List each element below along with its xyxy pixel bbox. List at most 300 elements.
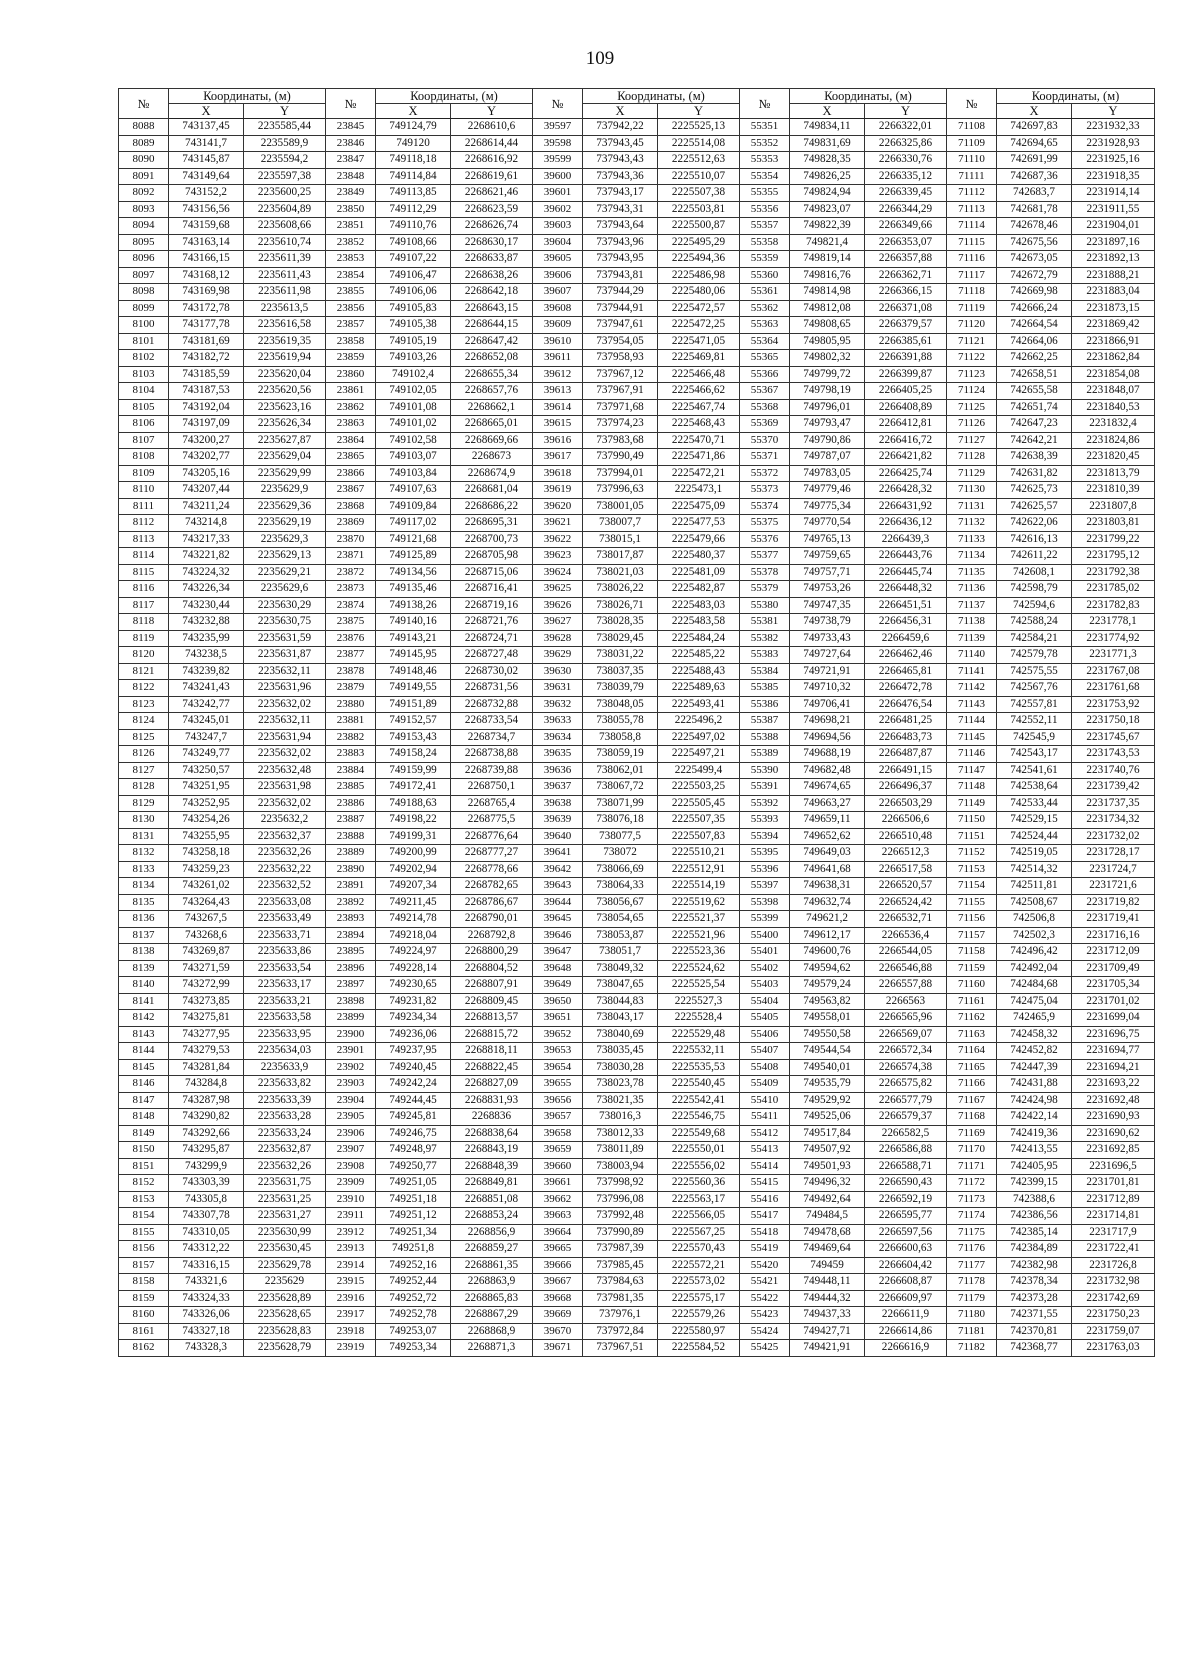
- point-number-cell: 8144: [119, 1043, 169, 1060]
- coordinates-column-header: Координаты, (м): [376, 89, 533, 104]
- y-coordinate-cell: 2225525,13: [658, 119, 740, 136]
- point-number-cell: 8145: [119, 1059, 169, 1076]
- y-coordinate-cell: 2225575,17: [658, 1290, 740, 1307]
- y-coordinate-cell: 2225521,96: [658, 927, 740, 944]
- x-coordinate-cell: 742541,61: [997, 762, 1072, 779]
- y-coordinate-cell: 2268623,59: [451, 201, 533, 218]
- x-coordinate-cell: 749544,54: [790, 1043, 865, 1060]
- point-number-cell: 23901: [326, 1043, 376, 1060]
- y-coordinate-cell: 2235633,39: [244, 1092, 326, 1109]
- point-number-cell: 39610: [533, 333, 583, 350]
- y-coordinate-cell: 2268705,98: [451, 548, 533, 565]
- x-coordinate-cell: 749706,41: [790, 696, 865, 713]
- table-row: [119, 977, 1155, 994]
- point-number-cell: 39643: [533, 878, 583, 895]
- y-coordinate-cell: 2266462,46: [865, 647, 947, 664]
- point-number-cell: 23852: [326, 234, 376, 251]
- y-coordinate-cell: 2225471,05: [658, 333, 740, 350]
- y-coordinate-cell: 2266353,07: [865, 234, 947, 251]
- y-coordinate-cell: 2225503,25: [658, 779, 740, 796]
- x-coordinate-cell: 749211,45: [376, 894, 451, 911]
- point-number-cell: 39603: [533, 218, 583, 235]
- y-coordinate-cell: 2231750,18: [1072, 713, 1155, 730]
- y-coordinate-cell: 2231719,82: [1072, 894, 1155, 911]
- point-number-cell: 39635: [533, 746, 583, 763]
- point-number-cell: 8139: [119, 960, 169, 977]
- table-row: [119, 350, 1155, 367]
- x-coordinate-cell: 738021,03: [583, 564, 658, 581]
- x-coordinate-cell: 743214,8: [169, 515, 244, 532]
- y-coordinate-cell: 2231705,34: [1072, 977, 1155, 994]
- x-coordinate-cell: 742422,14: [997, 1109, 1072, 1126]
- y-coordinate-cell: 2268655,34: [451, 366, 533, 383]
- x-coordinate-cell: 742386,56: [997, 1208, 1072, 1225]
- y-coordinate-cell: 2235629,3: [244, 531, 326, 548]
- y-coordinate-cell: 2268750,1: [451, 779, 533, 796]
- point-number-cell: 55366: [740, 366, 790, 383]
- point-number-cell: 55387: [740, 713, 790, 730]
- point-number-cell: 23859: [326, 350, 376, 367]
- y-coordinate-cell: 2231810,39: [1072, 482, 1155, 499]
- x-coordinate-cell: 742642,21: [997, 432, 1072, 449]
- x-coordinate-cell: 738055,78: [583, 713, 658, 730]
- point-number-cell: 71162: [947, 1010, 997, 1027]
- point-number-cell: 39656: [533, 1092, 583, 1109]
- point-number-cell: 55381: [740, 614, 790, 631]
- number-column-header: №: [326, 89, 376, 119]
- table-row: [119, 251, 1155, 268]
- point-number-cell: 39662: [533, 1191, 583, 1208]
- y-coordinate-cell: 2231869,42: [1072, 317, 1155, 334]
- x-coordinate-cell: 743156,56: [169, 201, 244, 218]
- x-coordinate-cell: 749721,91: [790, 663, 865, 680]
- x-coordinate-cell: 742475,04: [997, 993, 1072, 1010]
- point-number-cell: 55368: [740, 399, 790, 416]
- y-coordinate-cell: 2266443,76: [865, 548, 947, 565]
- y-coordinate-cell: 2266575,82: [865, 1076, 947, 1093]
- point-number-cell: 55421: [740, 1274, 790, 1291]
- table-row: [119, 1092, 1155, 1109]
- point-number-cell: 8160: [119, 1307, 169, 1324]
- point-number-cell: 8134: [119, 878, 169, 895]
- point-number-cell: 39609: [533, 317, 583, 334]
- y-coordinate-cell: 2268642,18: [451, 284, 533, 301]
- y-coordinate-cell: 2268715,06: [451, 564, 533, 581]
- point-number-cell: 71130: [947, 482, 997, 499]
- point-number-cell: 71145: [947, 729, 997, 746]
- y-coordinate-cell: 2266512,3: [865, 845, 947, 862]
- y-coordinate-cell: 2231862,84: [1072, 350, 1155, 367]
- x-coordinate-cell: 742552,11: [997, 713, 1072, 730]
- y-coordinate-cell: 2231724,7: [1072, 861, 1155, 878]
- y-coordinate-cell: 2266577,79: [865, 1092, 947, 1109]
- x-coordinate-cell: 742608,1: [997, 564, 1072, 581]
- x-coordinate-cell: 737943,64: [583, 218, 658, 235]
- x-coordinate-cell: 749738,79: [790, 614, 865, 631]
- y-coordinate-cell: 2235632,11: [244, 713, 326, 730]
- x-coordinate-cell: 749822,39: [790, 218, 865, 235]
- point-number-cell: 71152: [947, 845, 997, 862]
- x-coordinate-cell: 738026,22: [583, 581, 658, 598]
- x-coordinate-cell: 743224,32: [169, 564, 244, 581]
- y-coordinate-cell: 2266385,61: [865, 333, 947, 350]
- x-coordinate-cell: 743221,82: [169, 548, 244, 565]
- y-coordinate-cell: 2225579,26: [658, 1307, 740, 1324]
- y-coordinate-cell: 2225507,35: [658, 812, 740, 829]
- coordinates-column-header: Координаты, (м): [169, 89, 326, 104]
- point-number-cell: 39618: [533, 465, 583, 482]
- y-coordinate-cell: 2268724,71: [451, 630, 533, 647]
- x-coordinate-cell: 749253,34: [376, 1340, 451, 1357]
- y-coordinate-cell: 2268848,39: [451, 1158, 533, 1175]
- table-row: [119, 1241, 1155, 1258]
- x-coordinate-cell: 749252,72: [376, 1290, 451, 1307]
- y-coordinate-cell: 2231699,04: [1072, 1010, 1155, 1027]
- point-number-cell: 23883: [326, 746, 376, 763]
- x-coordinate-cell: 738066,69: [583, 861, 658, 878]
- y-coordinate-cell: 2225480,06: [658, 284, 740, 301]
- y-coordinate-cell: 2235632,11: [244, 663, 326, 680]
- x-coordinate-cell: 749814,98: [790, 284, 865, 301]
- y-coordinate-cell: 2268815,72: [451, 1026, 533, 1043]
- point-number-cell: 23898: [326, 993, 376, 1010]
- point-number-cell: 8109: [119, 465, 169, 482]
- x-coordinate-cell: 737947,61: [583, 317, 658, 334]
- point-number-cell: 8132: [119, 845, 169, 862]
- y-coordinate-cell: 2268853,24: [451, 1208, 533, 1225]
- y-coordinate-cell: 2225584,52: [658, 1340, 740, 1357]
- y-coordinate-cell: 2266366,15: [865, 284, 947, 301]
- point-number-cell: 55383: [740, 647, 790, 664]
- y-coordinate-cell: 2266362,71: [865, 267, 947, 284]
- x-coordinate-cell: 749237,95: [376, 1043, 451, 1060]
- point-number-cell: 71140: [947, 647, 997, 664]
- point-number-cell: 71170: [947, 1142, 997, 1159]
- y-coordinate-cell: 2235632,26: [244, 1158, 326, 1175]
- point-number-cell: 71115: [947, 234, 997, 251]
- x-coordinate-cell: 742669,98: [997, 284, 1072, 301]
- table-row: [119, 960, 1155, 977]
- table-row: [119, 218, 1155, 235]
- y-coordinate-cell: 2266472,78: [865, 680, 947, 697]
- point-number-cell: 39601: [533, 185, 583, 202]
- point-number-cell: 23890: [326, 861, 376, 878]
- y-coordinate-cell: 2268865,83: [451, 1290, 533, 1307]
- point-number-cell: 39630: [533, 663, 583, 680]
- y-coordinate-cell: 2268836: [451, 1109, 533, 1126]
- point-number-cell: 8133: [119, 861, 169, 878]
- y-coordinate-cell: 2268614,44: [451, 135, 533, 152]
- y-coordinate-cell: 2268695,31: [451, 515, 533, 532]
- x-coordinate-cell: 749145,95: [376, 647, 451, 664]
- x-coordinate-cell: 742681,78: [997, 201, 1072, 218]
- x-coordinate-cell: 743327,18: [169, 1323, 244, 1340]
- point-number-cell: 55382: [740, 630, 790, 647]
- point-number-cell: 71113: [947, 201, 997, 218]
- x-coordinate-cell: 738016,3: [583, 1109, 658, 1126]
- x-coordinate-cell: 743149,64: [169, 168, 244, 185]
- x-coordinate-cell: 749594,62: [790, 960, 865, 977]
- y-coordinate-cell: 2268861,35: [451, 1257, 533, 1274]
- coordinates-column-header: Координаты, (м): [583, 89, 740, 104]
- x-coordinate-cell: 749113,85: [376, 185, 451, 202]
- x-coordinate-cell: 742662,25: [997, 350, 1072, 367]
- point-number-cell: 71159: [947, 960, 997, 977]
- point-number-cell: 23882: [326, 729, 376, 746]
- point-number-cell: 55365: [740, 350, 790, 367]
- y-coordinate-cell: 2266339,45: [865, 185, 947, 202]
- y-coordinate-cell: 2235633,28: [244, 1109, 326, 1126]
- x-coordinate-cell: 738076,18: [583, 812, 658, 829]
- x-coordinate-cell: 749478,68: [790, 1224, 865, 1241]
- x-coordinate-cell: 742378,34: [997, 1274, 1072, 1291]
- x-coordinate-cell: 749484,5: [790, 1208, 865, 1225]
- y-coordinate-cell: 2225573,02: [658, 1274, 740, 1291]
- point-number-cell: 8162: [119, 1340, 169, 1357]
- y-coordinate-cell: 2225477,53: [658, 515, 740, 532]
- x-coordinate-cell: 742492,04: [997, 960, 1072, 977]
- x-coordinate-cell: 737943,43: [583, 152, 658, 169]
- y-coordinate-cell: 2225524,62: [658, 960, 740, 977]
- point-number-cell: 23879: [326, 680, 376, 697]
- x-coordinate-cell: 743239,82: [169, 663, 244, 680]
- y-coordinate-cell: 2268732,88: [451, 696, 533, 713]
- y-coordinate-cell: 2231719,41: [1072, 911, 1155, 928]
- point-number-cell: 8101: [119, 333, 169, 350]
- y-coordinate-cell: 2235629,9: [244, 482, 326, 499]
- y-coordinate-cell: 2235632,26: [244, 845, 326, 862]
- x-coordinate-cell: 749149,55: [376, 680, 451, 697]
- point-number-cell: 23912: [326, 1224, 376, 1241]
- y-coordinate-cell: 2266565,96: [865, 1010, 947, 1027]
- y-coordinate-cell: 2268730,02: [451, 663, 533, 680]
- point-number-cell: 55403: [740, 977, 790, 994]
- x-coordinate-cell: 749143,21: [376, 630, 451, 647]
- point-number-cell: 71112: [947, 185, 997, 202]
- y-coordinate-cell: 2231743,53: [1072, 746, 1155, 763]
- table-row: [119, 614, 1155, 631]
- x-coordinate-cell: 737992,48: [583, 1208, 658, 1225]
- point-number-cell: 8100: [119, 317, 169, 334]
- y-coordinate-cell: 2266517,58: [865, 861, 947, 878]
- x-coordinate-cell: 743284,8: [169, 1076, 244, 1093]
- y-coordinate-cell: 2266459,6: [865, 630, 947, 647]
- x-coordinate-cell: 742625,57: [997, 498, 1072, 515]
- x-coordinate-cell: 738007,7: [583, 515, 658, 532]
- point-number-cell: 71121: [947, 333, 997, 350]
- point-number-cell: 23886: [326, 795, 376, 812]
- point-number-cell: 23872: [326, 564, 376, 581]
- y-coordinate-cell: 2225542,41: [658, 1092, 740, 1109]
- coordinates-column-header: Координаты, (м): [997, 89, 1155, 104]
- point-number-cell: 55361: [740, 284, 790, 301]
- y-coordinate-cell: 2225484,24: [658, 630, 740, 647]
- x-coordinate-cell: 743259,23: [169, 861, 244, 878]
- y-coordinate-cell: 2268731,56: [451, 680, 533, 697]
- y-coordinate-cell: 2235633,54: [244, 960, 326, 977]
- point-number-cell: 71129: [947, 465, 997, 482]
- x-coordinate-cell: 737971,68: [583, 399, 658, 416]
- point-number-cell: 55419: [740, 1241, 790, 1258]
- y-coordinate-cell: 2225472,21: [658, 465, 740, 482]
- table-row: [119, 993, 1155, 1010]
- x-coordinate-cell: 737976,1: [583, 1307, 658, 1324]
- x-coordinate-cell: 742511,81: [997, 878, 1072, 895]
- point-number-cell: 23911: [326, 1208, 376, 1225]
- point-number-cell: 55412: [740, 1125, 790, 1142]
- x-coordinate-cell: 749492,64: [790, 1191, 865, 1208]
- y-coordinate-cell: 2231694,21: [1072, 1059, 1155, 1076]
- table-row: [119, 779, 1155, 796]
- point-number-cell: 8088: [119, 119, 169, 136]
- point-number-cell: 8110: [119, 482, 169, 499]
- y-coordinate-cell: 2268633,87: [451, 251, 533, 268]
- point-number-cell: 55379: [740, 581, 790, 598]
- x-coordinate-cell: 743321,6: [169, 1274, 244, 1291]
- x-coordinate-cell: 742484,68: [997, 977, 1072, 994]
- point-number-cell: 8092: [119, 185, 169, 202]
- point-number-cell: 23857: [326, 317, 376, 334]
- y-coordinate-cell: 2225493,41: [658, 696, 740, 713]
- point-number-cell: 23875: [326, 614, 376, 631]
- point-number-cell: 39634: [533, 729, 583, 746]
- point-number-cell: 71163: [947, 1026, 997, 1043]
- y-coordinate-cell: 2235632,87: [244, 1142, 326, 1159]
- point-number-cell: 8152: [119, 1175, 169, 1192]
- point-number-cell: 55425: [740, 1340, 790, 1357]
- y-coordinate-cell: 2268619,61: [451, 168, 533, 185]
- y-coordinate-cell: 2231742,69: [1072, 1290, 1155, 1307]
- y-coordinate-cell: 2225466,62: [658, 383, 740, 400]
- point-number-cell: 23907: [326, 1142, 376, 1159]
- point-number-cell: 8155: [119, 1224, 169, 1241]
- x-coordinate-cell: 749202,94: [376, 861, 451, 878]
- point-number-cell: 71179: [947, 1290, 997, 1307]
- point-number-cell: 39648: [533, 960, 583, 977]
- y-coordinate-cell: 2235613,5: [244, 300, 326, 317]
- y-coordinate-cell: 2268776,64: [451, 828, 533, 845]
- y-coordinate-cell: 2266448,32: [865, 581, 947, 598]
- x-coordinate-cell: 749469,64: [790, 1241, 865, 1258]
- x-coordinate-cell: 749747,35: [790, 597, 865, 614]
- y-coordinate-cell: 2268738,88: [451, 746, 533, 763]
- x-coordinate-cell: 743235,99: [169, 630, 244, 647]
- x-coordinate-cell: 738017,87: [583, 548, 658, 565]
- x-coordinate-cell: 749459: [790, 1257, 865, 1274]
- table-row: [119, 168, 1155, 185]
- y-coordinate-cell: 2268674,9: [451, 465, 533, 482]
- table-row: [119, 548, 1155, 565]
- x-coordinate-cell: 743168,12: [169, 267, 244, 284]
- x-coordinate-cell: 749140,16: [376, 614, 451, 631]
- y-coordinate-cell: 2268630,17: [451, 234, 533, 251]
- x-coordinate-cell: 743192,04: [169, 399, 244, 416]
- point-number-cell: 71144: [947, 713, 997, 730]
- x-coordinate-cell: 743145,87: [169, 152, 244, 169]
- y-coordinate-cell: 2268643,15: [451, 300, 533, 317]
- y-coordinate-cell: 2266546,88: [865, 960, 947, 977]
- x-coordinate-cell: 749796,01: [790, 399, 865, 416]
- y-coordinate-cell: 2235629,04: [244, 449, 326, 466]
- point-number-cell: 55402: [740, 960, 790, 977]
- y-coordinate-cell: 2231696,5: [1072, 1158, 1155, 1175]
- x-coordinate-cell: 749138,26: [376, 597, 451, 614]
- y-coordinate-cell: 2231759,07: [1072, 1323, 1155, 1340]
- point-number-cell: 8154: [119, 1208, 169, 1225]
- y-coordinate-cell: 2266416,72: [865, 432, 947, 449]
- x-coordinate-cell: 749816,76: [790, 267, 865, 284]
- y-coordinate-cell: 2235628,79: [244, 1340, 326, 1357]
- y-coordinate-cell: 2231692,48: [1072, 1092, 1155, 1109]
- point-number-cell: 55388: [740, 729, 790, 746]
- x-coordinate-cell: 742598,79: [997, 581, 1072, 598]
- y-coordinate-cell: 2225566,05: [658, 1208, 740, 1225]
- x-coordinate-cell: 749200,99: [376, 845, 451, 862]
- y-coordinate-cell: 2235633,82: [244, 1076, 326, 1093]
- point-number-cell: 71146: [947, 746, 997, 763]
- table-row: [119, 1257, 1155, 1274]
- y-coordinate-cell: 2225486,98: [658, 267, 740, 284]
- point-number-cell: 39636: [533, 762, 583, 779]
- y-coordinate-cell: 2266428,32: [865, 482, 947, 499]
- x-coordinate-cell: 737958,93: [583, 350, 658, 367]
- point-number-cell: 39658: [533, 1125, 583, 1142]
- point-number-cell: 8146: [119, 1076, 169, 1093]
- y-coordinate-cell: 2231750,23: [1072, 1307, 1155, 1324]
- y-coordinate-cell: 2268734,7: [451, 729, 533, 746]
- point-number-cell: 55380: [740, 597, 790, 614]
- y-coordinate-cell: 2231807,8: [1072, 498, 1155, 515]
- y-coordinate-cell: 2235630,99: [244, 1224, 326, 1241]
- point-number-cell: 23874: [326, 597, 376, 614]
- point-number-cell: 39654: [533, 1059, 583, 1076]
- x-coordinate-cell: 749824,94: [790, 185, 865, 202]
- x-coordinate-cell: 737967,91: [583, 383, 658, 400]
- point-number-cell: 8115: [119, 564, 169, 581]
- table-row: [119, 1224, 1155, 1241]
- x-coordinate-cell: 749109,84: [376, 498, 451, 515]
- y-coordinate-cell: 2231820,45: [1072, 449, 1155, 466]
- y-coordinate-cell: 2266503,29: [865, 795, 947, 812]
- x-coordinate-cell: 737983,68: [583, 432, 658, 449]
- table-row: [119, 878, 1155, 895]
- x-coordinate-cell: 749698,21: [790, 713, 865, 730]
- point-number-cell: 55389: [740, 746, 790, 763]
- point-number-cell: 39615: [533, 416, 583, 433]
- point-number-cell: 23902: [326, 1059, 376, 1076]
- y-coordinate-cell: 2231883,04: [1072, 284, 1155, 301]
- point-number-cell: 8151: [119, 1158, 169, 1175]
- y-coordinate-cell: 2231771,3: [1072, 647, 1155, 664]
- point-number-cell: 8120: [119, 647, 169, 664]
- point-number-cell: 71124: [947, 383, 997, 400]
- point-number-cell: 39622: [533, 531, 583, 548]
- y-coordinate-cell: 2268859,27: [451, 1241, 533, 1258]
- y-coordinate-cell: 2231778,1: [1072, 614, 1155, 631]
- y-coordinate-cell: 2266588,71: [865, 1158, 947, 1175]
- point-number-cell: 8090: [119, 152, 169, 169]
- x-coordinate-cell: 749694,56: [790, 729, 865, 746]
- y-coordinate-cell: 2231712,89: [1072, 1191, 1155, 1208]
- y-coordinate-cell: 2225469,81: [658, 350, 740, 367]
- x-coordinate-cell: 749251,34: [376, 1224, 451, 1241]
- y-coordinate-cell: 2266436,12: [865, 515, 947, 532]
- point-number-cell: 8117: [119, 597, 169, 614]
- y-coordinate-cell: 2231866,91: [1072, 333, 1155, 350]
- y-coordinate-cell: 2225483,58: [658, 614, 740, 631]
- point-number-cell: 55424: [740, 1323, 790, 1340]
- y-coordinate-cell: 2266412,81: [865, 416, 947, 433]
